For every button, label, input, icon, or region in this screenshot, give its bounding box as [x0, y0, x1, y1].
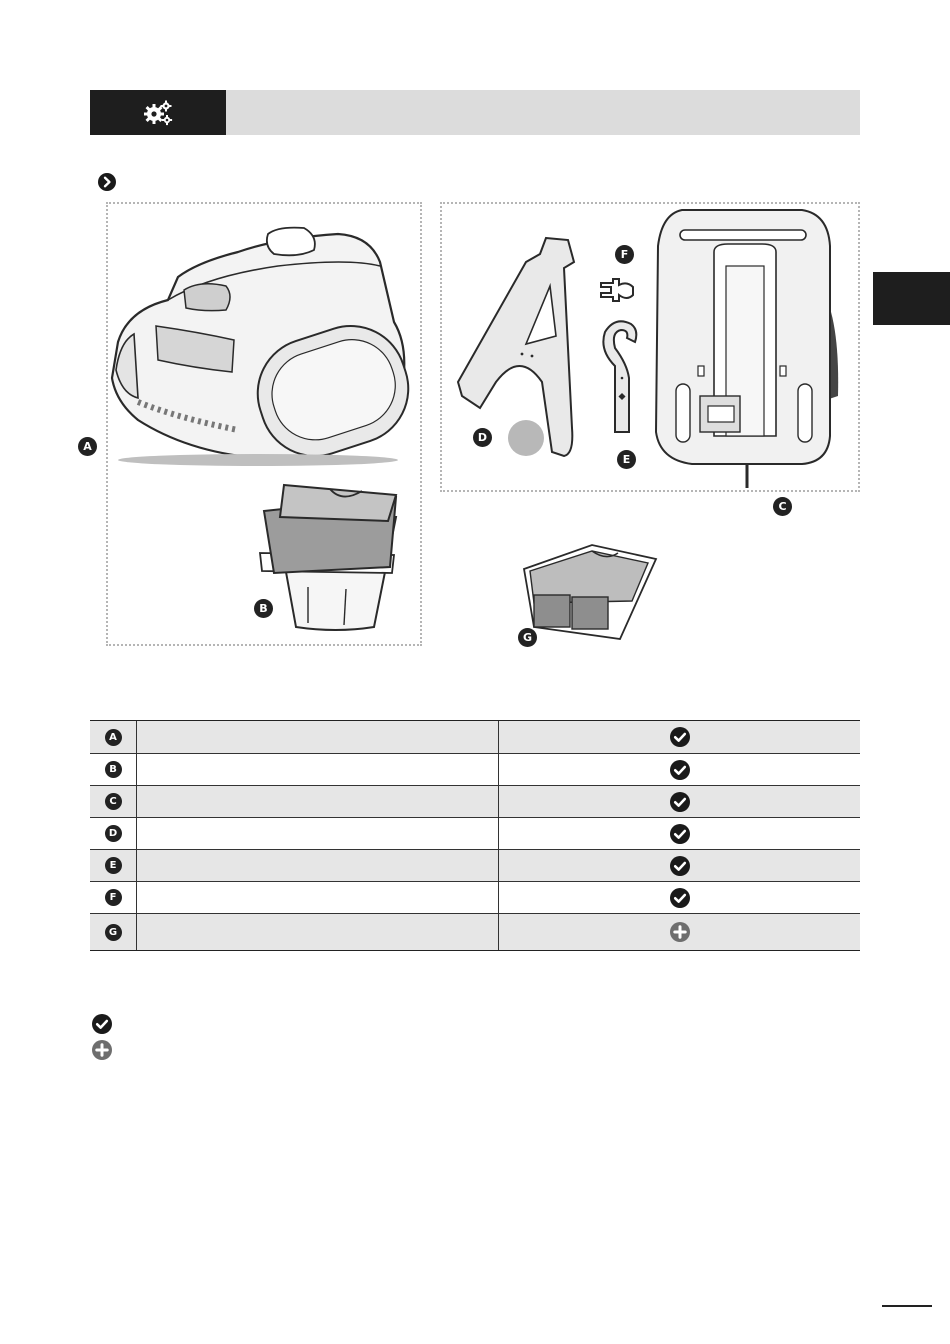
clip-illustration: [597, 275, 637, 305]
page-number-rule: [882, 1305, 932, 1307]
table-row: [90, 753, 860, 785]
row-name-cell: [137, 721, 499, 753]
pool-robot-illustration: [108, 222, 424, 467]
label-b-badge: B: [254, 599, 273, 618]
table-row: [90, 785, 860, 817]
section-header-bar: [90, 90, 860, 135]
label-a-badge: A: [78, 437, 97, 456]
table-row: [90, 721, 860, 753]
check-circle-icon: [670, 792, 690, 812]
row-name-cell: [137, 850, 499, 881]
row-name-cell: [137, 818, 499, 849]
plus-circle-icon: [670, 922, 690, 942]
hook-illustration: [593, 316, 641, 438]
check-circle-icon: [670, 760, 690, 780]
components-table: [90, 720, 860, 951]
row-name-cell: [137, 882, 499, 913]
table-row: [90, 849, 860, 881]
row-letter-badge: B: [105, 761, 122, 778]
label-e-badge: E: [617, 450, 636, 469]
row-name-cell: [137, 914, 499, 950]
check-circle-icon: [670, 727, 690, 747]
gears-icon: [143, 100, 173, 126]
table-row: [90, 817, 860, 849]
row-letter-badge: G: [105, 924, 122, 941]
row-letter-badge: E: [105, 857, 122, 874]
power-supply-illustration: [652, 206, 844, 490]
check-circle-icon: [670, 888, 690, 908]
optional-filter-illustration: [520, 541, 660, 641]
label-d-badge: D: [473, 428, 492, 447]
label-g-badge: G: [518, 628, 537, 647]
row-letter-badge: D: [105, 825, 122, 842]
label-c-badge: C: [773, 497, 792, 516]
row-name-cell: [137, 786, 499, 817]
label-f-badge: F: [615, 245, 634, 264]
plus-circle-icon: [92, 1040, 112, 1060]
caddy-stand-illustration: [456, 232, 586, 458]
row-name-cell: [137, 754, 499, 785]
check-circle-icon: [670, 856, 690, 876]
chevron-right-icon: [98, 173, 116, 191]
row-letter-badge: C: [105, 793, 122, 810]
table-row: [90, 913, 860, 950]
table-row: [90, 881, 860, 913]
check-circle-icon: [92, 1014, 112, 1034]
row-letter-badge: F: [105, 889, 122, 906]
check-circle-icon: [670, 824, 690, 844]
header-icon-box: [90, 90, 226, 135]
row-letter-badge: A: [105, 729, 122, 746]
chapter-side-tab: [873, 272, 950, 325]
filter-basket-illustration: [256, 477, 406, 633]
